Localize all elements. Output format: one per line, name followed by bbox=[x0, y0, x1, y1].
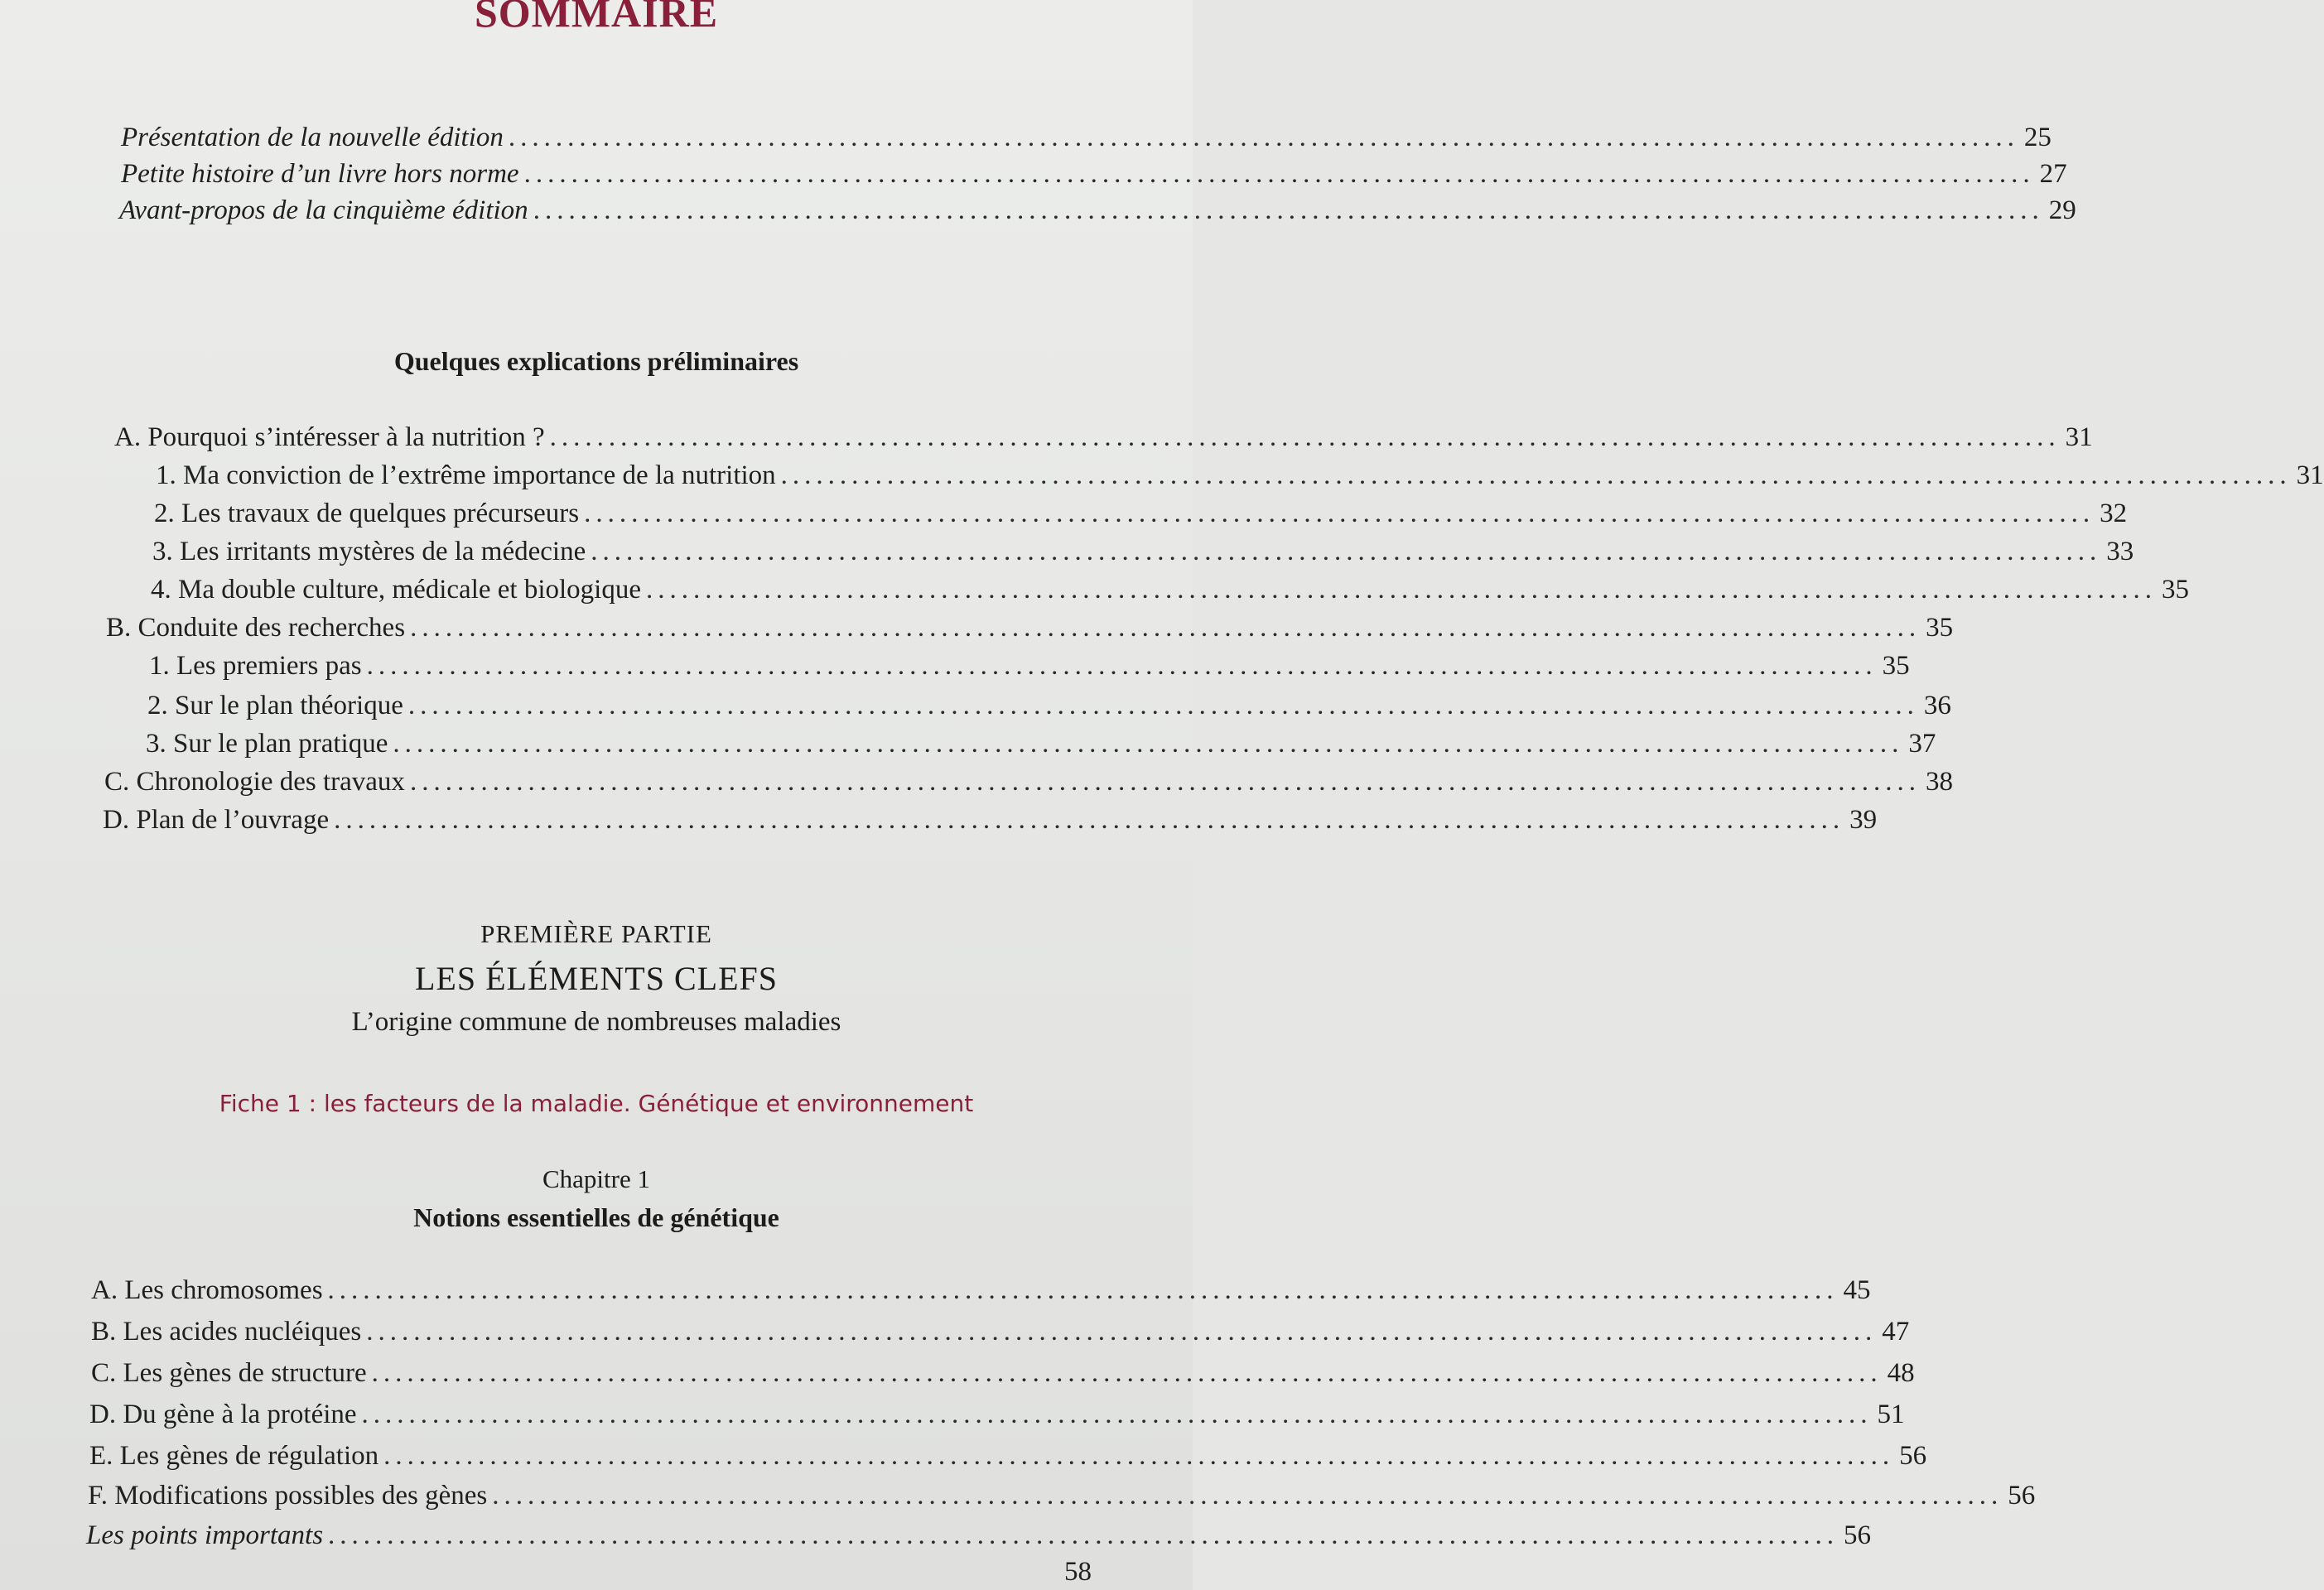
toc-entry[interactable] bbox=[154, 499, 2128, 529]
toc-entry[interactable] bbox=[89, 1441, 1927, 1472]
toc-entry-label: A. Pourquoi s’intéresser à la nutrition ? bbox=[114, 422, 545, 452]
toc-entry-label: D. Plan de l’ouvrage bbox=[103, 805, 330, 835]
toc-entry[interactable] bbox=[121, 159, 2067, 190]
dot-leader: ................................................................................................................................ bbox=[584, 499, 2095, 528]
toc-entry[interactable] bbox=[149, 651, 1910, 682]
toc-entry[interactable] bbox=[86, 1520, 1872, 1551]
toc-entry-page: 58 bbox=[1064, 1557, 1092, 1587]
toc-entry[interactable] bbox=[91, 1275, 1871, 1306]
toc-entry-label: A. Les chromosomes bbox=[91, 1275, 323, 1305]
toc-entry-label: B. Les acides nucléiques bbox=[91, 1317, 362, 1347]
toc-entry-page: 51 bbox=[1877, 1400, 1905, 1429]
trailing-page-number bbox=[1064, 1557, 1092, 1588]
dot-leader: ................................................................................................................................ bbox=[523, 159, 2035, 189]
toc-entry-page: 48 bbox=[1887, 1358, 1915, 1388]
dot-leader: ................................................................................................................................ bbox=[366, 651, 1878, 681]
toc-entry[interactable] bbox=[146, 729, 1936, 759]
toc-entry-page: 27 bbox=[2039, 159, 2067, 189]
toc-entry-page: 32 bbox=[2100, 499, 2128, 528]
toc-entry-label: D. Du gène à la protéine bbox=[89, 1400, 357, 1429]
toc-entry-label: 3. Les irritants mystères de la médecine bbox=[152, 537, 586, 566]
toc-entry[interactable] bbox=[89, 1400, 1905, 1430]
toc-entry-page: 39 bbox=[1849, 805, 1878, 835]
dot-leader: ................................................................................................................................ bbox=[393, 729, 1904, 759]
toc-entry-page: 25 bbox=[2023, 123, 2052, 152]
toc-entry-page: 35 bbox=[2162, 575, 2189, 605]
toc-entry-page: 35 bbox=[1926, 613, 1954, 643]
toc-entry-page: 35 bbox=[1882, 651, 1910, 681]
toc-entry-label: 1. Ma conviction de l’extrême importance de la nutrition bbox=[156, 460, 776, 490]
toc-entry[interactable] bbox=[152, 537, 2134, 567]
toc-entry-page: 56 bbox=[2008, 1481, 2036, 1510]
toc-entry-label: Les points importants bbox=[86, 1520, 324, 1550]
toc-entry-page: 31 bbox=[2296, 460, 2324, 490]
dot-leader: ................................................................................................................................ bbox=[549, 422, 2061, 452]
toc-entry-page: 37 bbox=[1908, 729, 1936, 759]
chapter-number: Chapitre 1 bbox=[542, 1164, 650, 1193]
dot-leader: ................................................................................................................................ bbox=[492, 1481, 2003, 1510]
dot-leader: ................................................................................................................................ bbox=[409, 767, 1921, 797]
toc-entry-label: 1. Les premiers pas bbox=[149, 651, 362, 681]
toc-entry[interactable] bbox=[114, 422, 2093, 453]
toc-entry[interactable] bbox=[104, 767, 1953, 797]
toc-entry[interactable] bbox=[147, 691, 1951, 721]
toc-entry[interactable] bbox=[103, 805, 1878, 836]
dot-leader: ................................................................................................................................ bbox=[327, 1275, 1839, 1305]
dot-leader: ................................................................................................................................ bbox=[508, 123, 2019, 152]
toc-entry-label: Présentation de la nouvelle édition bbox=[121, 123, 504, 152]
dot-leader: ................................................................................................................................ bbox=[334, 805, 1845, 835]
toc-entry-page: 56 bbox=[1899, 1441, 1927, 1471]
part-subtitle: L’origine commune de nombreuses maladies bbox=[351, 1007, 841, 1037]
toc-entry[interactable] bbox=[121, 123, 2052, 153]
fiche-link[interactable]: Fiche 1 : les facteurs de la maladie. Génétique et environnement bbox=[219, 1090, 974, 1117]
toc-entry-label: C. Les gènes de structure bbox=[91, 1358, 367, 1388]
toc-entry-page: 31 bbox=[2065, 422, 2093, 452]
toc-entry-page: 56 bbox=[1844, 1520, 1872, 1550]
toc-entry-label: Avant-propos de la cinquième édition bbox=[119, 195, 528, 225]
dot-leader: ................................................................................................................................ bbox=[407, 691, 1919, 720]
toc-entry[interactable] bbox=[156, 460, 2324, 491]
toc-entry-page: 38 bbox=[1925, 767, 1953, 797]
toc-entry[interactable] bbox=[119, 195, 2076, 226]
section-heading: Quelques explications préliminaires bbox=[393, 346, 799, 376]
toc-entry-label: 4. Ma double culture, médicale et biologique bbox=[151, 575, 641, 605]
toc-entry[interactable] bbox=[88, 1481, 2036, 1511]
part-title: LES ÉLÉMENTS CLEFS bbox=[414, 960, 779, 997]
toc-entry-label: 2. Sur le plan théorique bbox=[147, 691, 403, 720]
toc-entry[interactable] bbox=[106, 613, 1954, 643]
toc-entry-label: F. Modifications possibles des gènes bbox=[88, 1481, 488, 1510]
toc-entry-page: 36 bbox=[1923, 691, 1951, 720]
toc-entry-label: E. Les gènes de régulation bbox=[89, 1441, 379, 1471]
toc-entry[interactable] bbox=[91, 1317, 1910, 1347]
part-number: PREMIÈRE PARTIE bbox=[480, 919, 712, 948]
dot-leader: ................................................................................................................................ bbox=[646, 575, 2157, 605]
toc-entry-page: 45 bbox=[1843, 1275, 1871, 1305]
toc-entry-label: B. Conduite des recherches bbox=[106, 613, 406, 643]
page-title: SOMMAIRE bbox=[474, 0, 719, 36]
dot-leader: ................................................................................................................................ bbox=[591, 537, 2102, 566]
dot-leader: ................................................................................................................................ bbox=[410, 613, 1921, 643]
dot-leader: ................................................................................................................................ bbox=[361, 1400, 1873, 1429]
dot-leader: ................................................................................................................................ bbox=[533, 195, 2044, 225]
toc-entry-label: 2. Les travaux de quelques précurseurs bbox=[154, 499, 580, 528]
toc-entry-page: 29 bbox=[2048, 195, 2076, 225]
toc-entry-label: Petite histoire d’un livre hors norme bbox=[121, 159, 519, 189]
dot-leader: ................................................................................................................................ bbox=[780, 460, 2292, 490]
toc-entry[interactable] bbox=[91, 1358, 1915, 1389]
dot-leader: ................................................................................................................................ bbox=[371, 1358, 1883, 1388]
dot-leader: ................................................................................................................................ bbox=[366, 1317, 1878, 1347]
chapter-title: Notions essentielles de génétique bbox=[413, 1202, 779, 1232]
toc-entry-page: 33 bbox=[2106, 537, 2134, 566]
toc-entry[interactable] bbox=[151, 575, 2189, 605]
toc-entry-page: 47 bbox=[1882, 1317, 1910, 1347]
toc-entry-label: C. Chronologie des travaux bbox=[104, 767, 405, 797]
dot-leader: ................................................................................................................................ bbox=[328, 1520, 1839, 1550]
dot-leader: ................................................................................................................................ bbox=[383, 1441, 1895, 1471]
toc-entry-label: 3. Sur le plan pratique bbox=[146, 729, 388, 759]
